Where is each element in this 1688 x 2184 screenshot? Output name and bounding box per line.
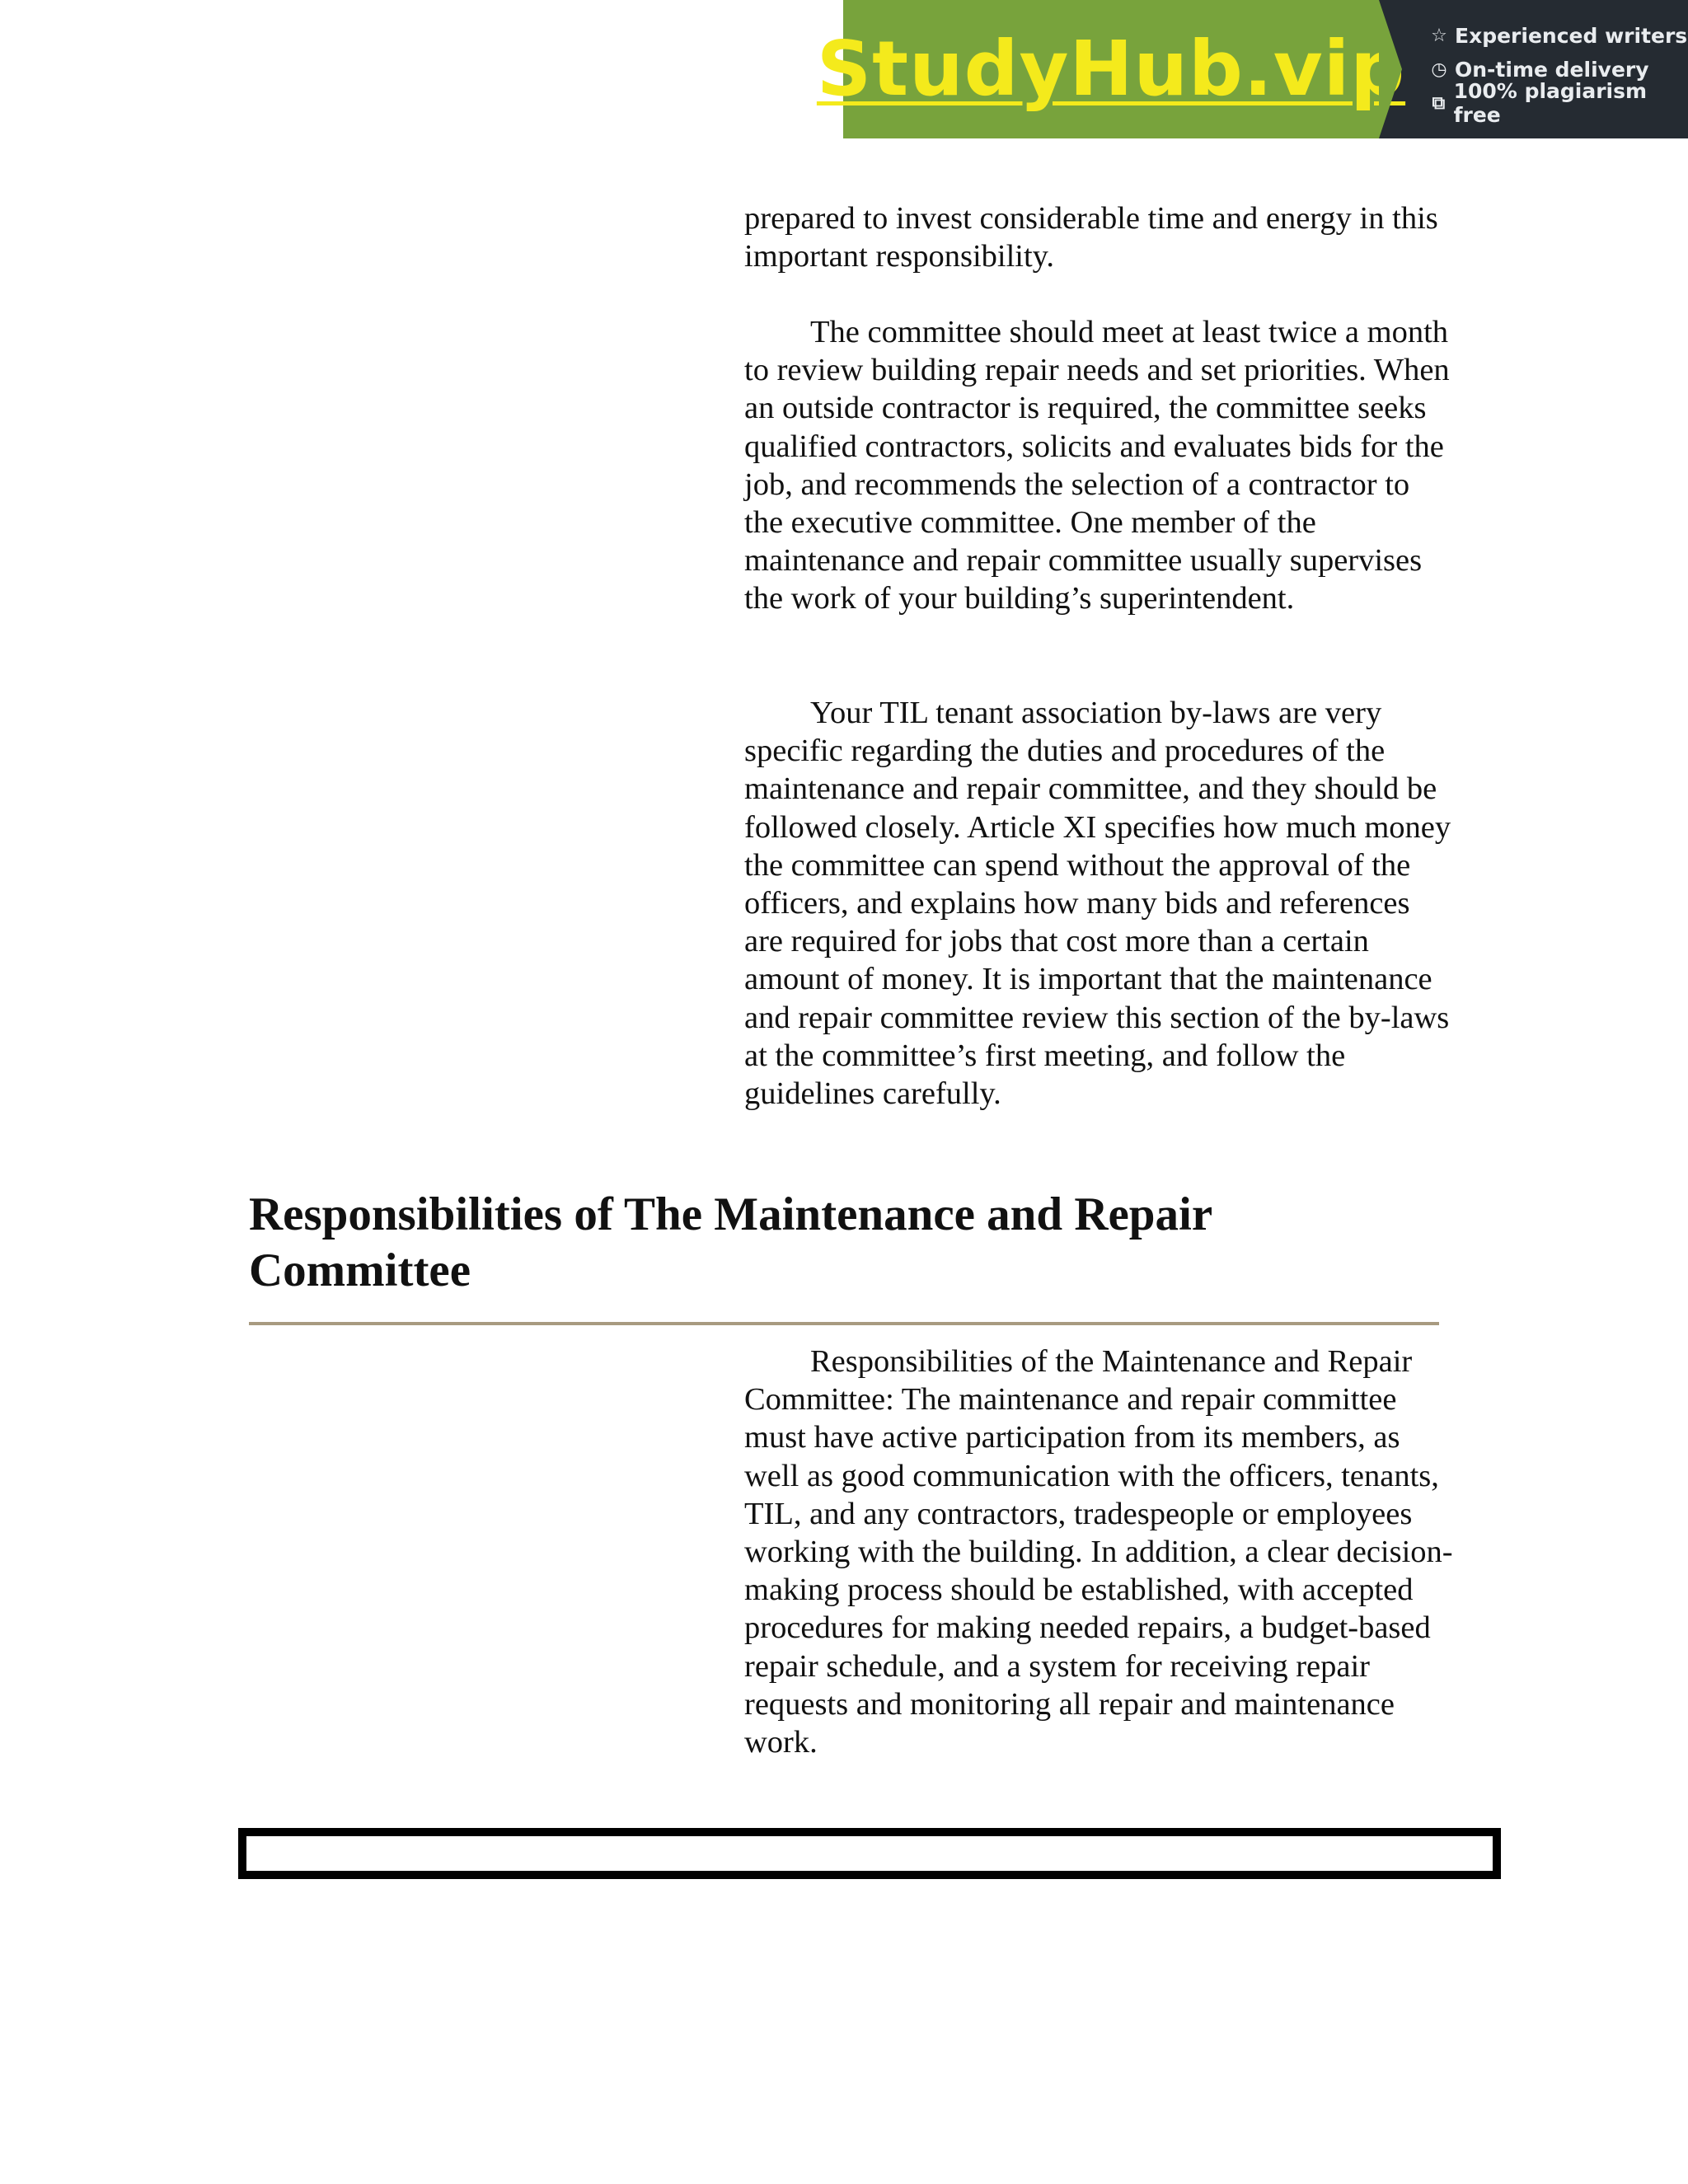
feature-plagiarism-free [1428,79,1688,127]
heading-divider [249,1322,1439,1325]
feature-experienced-writers [1428,19,1688,53]
banner-chevron-decoration [1379,0,1402,138]
paragraph-text: Responsibilities of the Maintenance and Repair Committee: The maintenance and repair committee must have active participation from its members, as well as good communication with the officers, tenants, TIL, and any contractors, tradespeople or employees working with the building. In addition, a clear decision-making process should be established, with accepted procedures for making needed repairs, a budget-based repair schedule, and a system for receiving repair requests and monitoring all repair and maintenance work. [744,1344,1453,1760]
feature-list [1379,0,1688,138]
feature-label: Experienced writers [1455,23,1688,48]
feature-label: 100% plagiarism free [1453,79,1648,127]
paragraph-text: The committee should meet at least twice a month to review building repair needs and set priorities. When an outside contractor is required, the committee seeks qualified contractors, solicits and evaluates bids for the job, and recommends the selection of a contractor to the executive committee. One member of the maintenance and repair committee usually supervises the work of your building’s superintendent. [744,315,1450,616]
studyhub-banner[interactable] [816,0,1688,138]
paragraph-text: Your TIL tenant association by-laws are very specific regarding the duties and procedures of the maintenance and repair committee, and they should be followed closely. Article XI specifies how much money the committee can spend without the approval of the officers, and explains how many bids and references are required for jobs that cost more than a certain amount of money. It is important that the maintenance and repair committee review this section of the by-laws at the committee’s first meeting, and follow the guidelines carefully. [744,696,1451,1112]
copy-icon: ⧉ [1432,92,1446,114]
feature-label: On-time delivery [1455,57,1649,82]
brand-name: StudyHub.vip [816,25,1406,113]
paragraph-continuation [744,199,1453,275]
brand-logo[interactable] [816,0,1406,138]
paragraph-by-laws [744,694,1453,1113]
clock-icon: ◷ [1431,59,1447,80]
paragraph-responsibilities [744,1343,1453,1761]
paragraph-text: prepared to invest considerable time and energy in this important responsibility. [744,201,1438,274]
paragraph-committee-meetings [744,313,1453,618]
section-heading: Responsibilities of The Maintenance and Repair Committee [249,1188,1212,1296]
star-icon: ☆ [1431,25,1447,46]
empty-bordered-box [238,1828,1501,1879]
